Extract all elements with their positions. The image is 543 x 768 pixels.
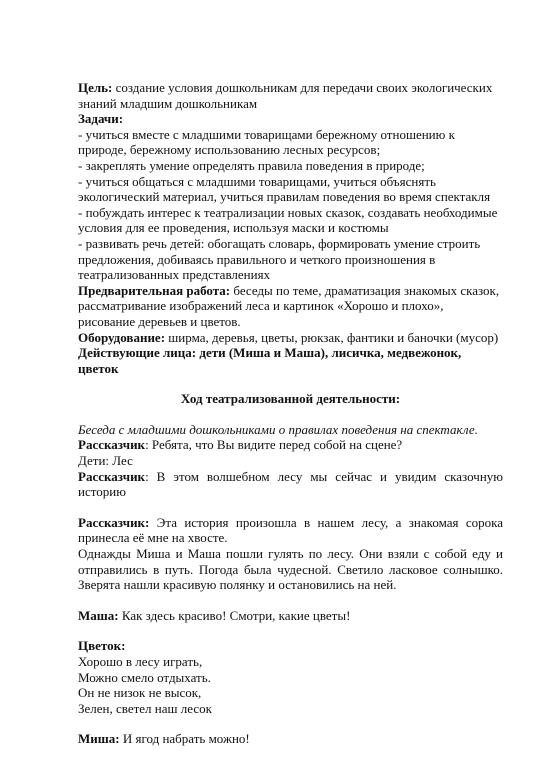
speech-text: Как здесь красиво! Смотри, какие цветы! xyxy=(118,607,351,623)
speech-text: : В этом волшебном лесу мы сейчас и увидим сказочную историю xyxy=(78,468,503,500)
script-intro: Беседа с младшими дошкольниками о правилах поведения на спектакле. xyxy=(78,421,478,437)
speaker-label: Миша: xyxy=(78,731,120,747)
script-line xyxy=(78,515,503,546)
spacer xyxy=(78,593,503,608)
spacer xyxy=(78,716,503,731)
characters-label: Действующие лица: xyxy=(78,345,197,361)
equipment-label: Оборудование: xyxy=(78,329,166,345)
poem-line: Зелен, светел наш лесок xyxy=(78,700,212,716)
script-line xyxy=(78,608,503,624)
task-item: - развивать речь детей: обогащать словарь, формировать умение строить предложения, добиваясь правильного и четкого произношения в театрализованных представлениях xyxy=(78,235,481,283)
speaker-label: Рассказчик xyxy=(78,468,146,484)
task-item: - учиться вместе с младшими товарищами бережному отношению к природе, бережному использованию лесных ресурсов; xyxy=(78,126,455,158)
speaker-label: Рассказчик: xyxy=(78,514,150,530)
section-title: Ход театрализованной деятельности: xyxy=(180,391,401,407)
speaker-label: Цветок: xyxy=(78,638,126,654)
characters-paragraph xyxy=(78,345,503,376)
spacer xyxy=(78,407,503,422)
document-page xyxy=(78,80,503,747)
poem-line: Хорошо в лесу играть, xyxy=(78,654,203,669)
preliminary-paragraph xyxy=(78,283,503,330)
preliminary-label: Предварительная работа: xyxy=(78,282,231,298)
preliminary-text: беседы по теме, драматизация знакомых сказок, рассматривание изображений леса и картинок «Хорошо и плохо», рисование деревьев и цветов. xyxy=(78,282,500,329)
speaker-label: Рассказчик xyxy=(78,437,146,453)
spacer xyxy=(78,376,503,391)
goal-text: создание условия дошкольникам для передачи своих экологических знаний младшим дошкольникам xyxy=(78,80,493,111)
script-line: Однажды Миша и Маша пошли гулять по лесу. Они взяли с собой еду и отправились в путь. Погода была чудесной. Светило ласковое солнышко. Зверята нашли красивую полянку и остановились на ней. xyxy=(78,546,503,593)
spacer xyxy=(78,500,503,515)
script-line xyxy=(78,469,503,500)
poem-line: Можно смело отдыхать. xyxy=(78,669,211,685)
goal-label: Цель: xyxy=(78,80,113,95)
poem-line: Он не низок не высок, xyxy=(78,685,202,701)
characters-text: дети (Миша и Маша), лисичка, медвежонок, цветок xyxy=(78,345,462,376)
task-item: - закреплять умение определять правила поведения в природе; xyxy=(78,157,425,173)
equipment-paragraph xyxy=(78,330,503,346)
tasks-heading: Задачи: xyxy=(78,111,124,127)
speech-text: И ягод набрать можно! xyxy=(119,731,250,747)
script-line xyxy=(78,437,503,453)
spacer xyxy=(78,623,503,638)
speech-text: Эта история произошла в нашем лесу, а знакомая сорока принесла её мне на хвосте. xyxy=(78,514,503,546)
task-item: - учиться общаться с младшими товарищами, учиться объяснять экологический материал, учиться правилам поведения во время спектакля xyxy=(78,173,491,205)
script-line xyxy=(78,731,503,747)
script-line: Дети: Лес xyxy=(78,453,133,469)
equipment-text: ширма, деревья, цветы, рюкзак, фантики и баночки (мусор) xyxy=(165,329,499,345)
speaker-label: Маша: xyxy=(78,607,119,623)
speech-text: : Ребята, что Вы видите перед собой на сцене? xyxy=(145,437,403,453)
task-item: - побуждать интерес к театрализации новых сказок, создавать необходимые условия для ее проведения, используя маски и костюмы xyxy=(78,204,498,236)
goal-paragraph xyxy=(78,80,503,111)
